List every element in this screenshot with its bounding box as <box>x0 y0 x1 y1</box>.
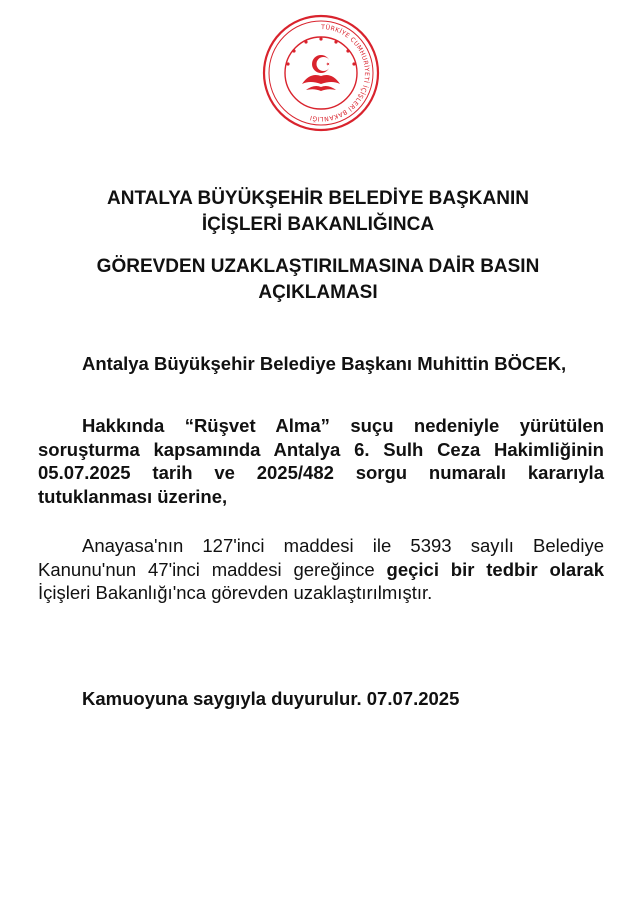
paragraph-3-text-a: Anayasa'nın 127'inci maddesi ile 5393 sayılı Belediye Kanunu'nun 47'inci maddesi gereğince <box>38 535 604 580</box>
paragraph-2-text: Hakkında “Rüşvet Alma” suçu nedeniyle yürütülen soruşturma kapsamında Antalya 6. Sulh Ceza Hakimliğinin 05.07.2025 tarih ve 2025/482 sorgu numaralı kararıyla tutuklanması üzerine, <box>38 415 604 507</box>
paragraph-3-text-b: İçişleri Bakanlığı'nca görevden uzaklaştırılmıştır. <box>38 582 433 603</box>
svg-text:TÜRKİYE CUMHURİYETİ İÇİŞLERİ B: TÜRKİYE CUMHURİYETİ İÇİŞLERİ BAKANLIĞI <box>309 23 371 123</box>
closing-line: Kamuoyuna saygıyla duyurulur. 07.07.2025 <box>82 688 460 709</box>
heading-line-3: GÖREVDEN UZAKLAŞTIRILMASINA DAİR BASIN <box>96 256 540 277</box>
heading-line-4: AÇIKLAMASI <box>258 282 378 303</box>
heading-line-1: ANTALYA BÜYÜKŞEHİR BELEDİYE BAŞKANIN <box>107 188 529 209</box>
heading-bottom <box>40 254 596 306</box>
heading-line-2: İÇİŞLERİ BAKANLIĞINCA <box>201 214 435 235</box>
heading-top <box>40 186 596 238</box>
paragraph-3-bold: geçici bir tedbir olarak <box>386 558 604 580</box>
paragraph-1-text: Antalya Büyükşehir Belediye Başkanı Muhittin BÖCEK, <box>82 353 567 374</box>
paragraph-3 <box>38 534 604 605</box>
ministry-seal <box>262 14 380 132</box>
paragraph-2 <box>38 414 604 508</box>
paragraph-1 <box>38 352 604 376</box>
